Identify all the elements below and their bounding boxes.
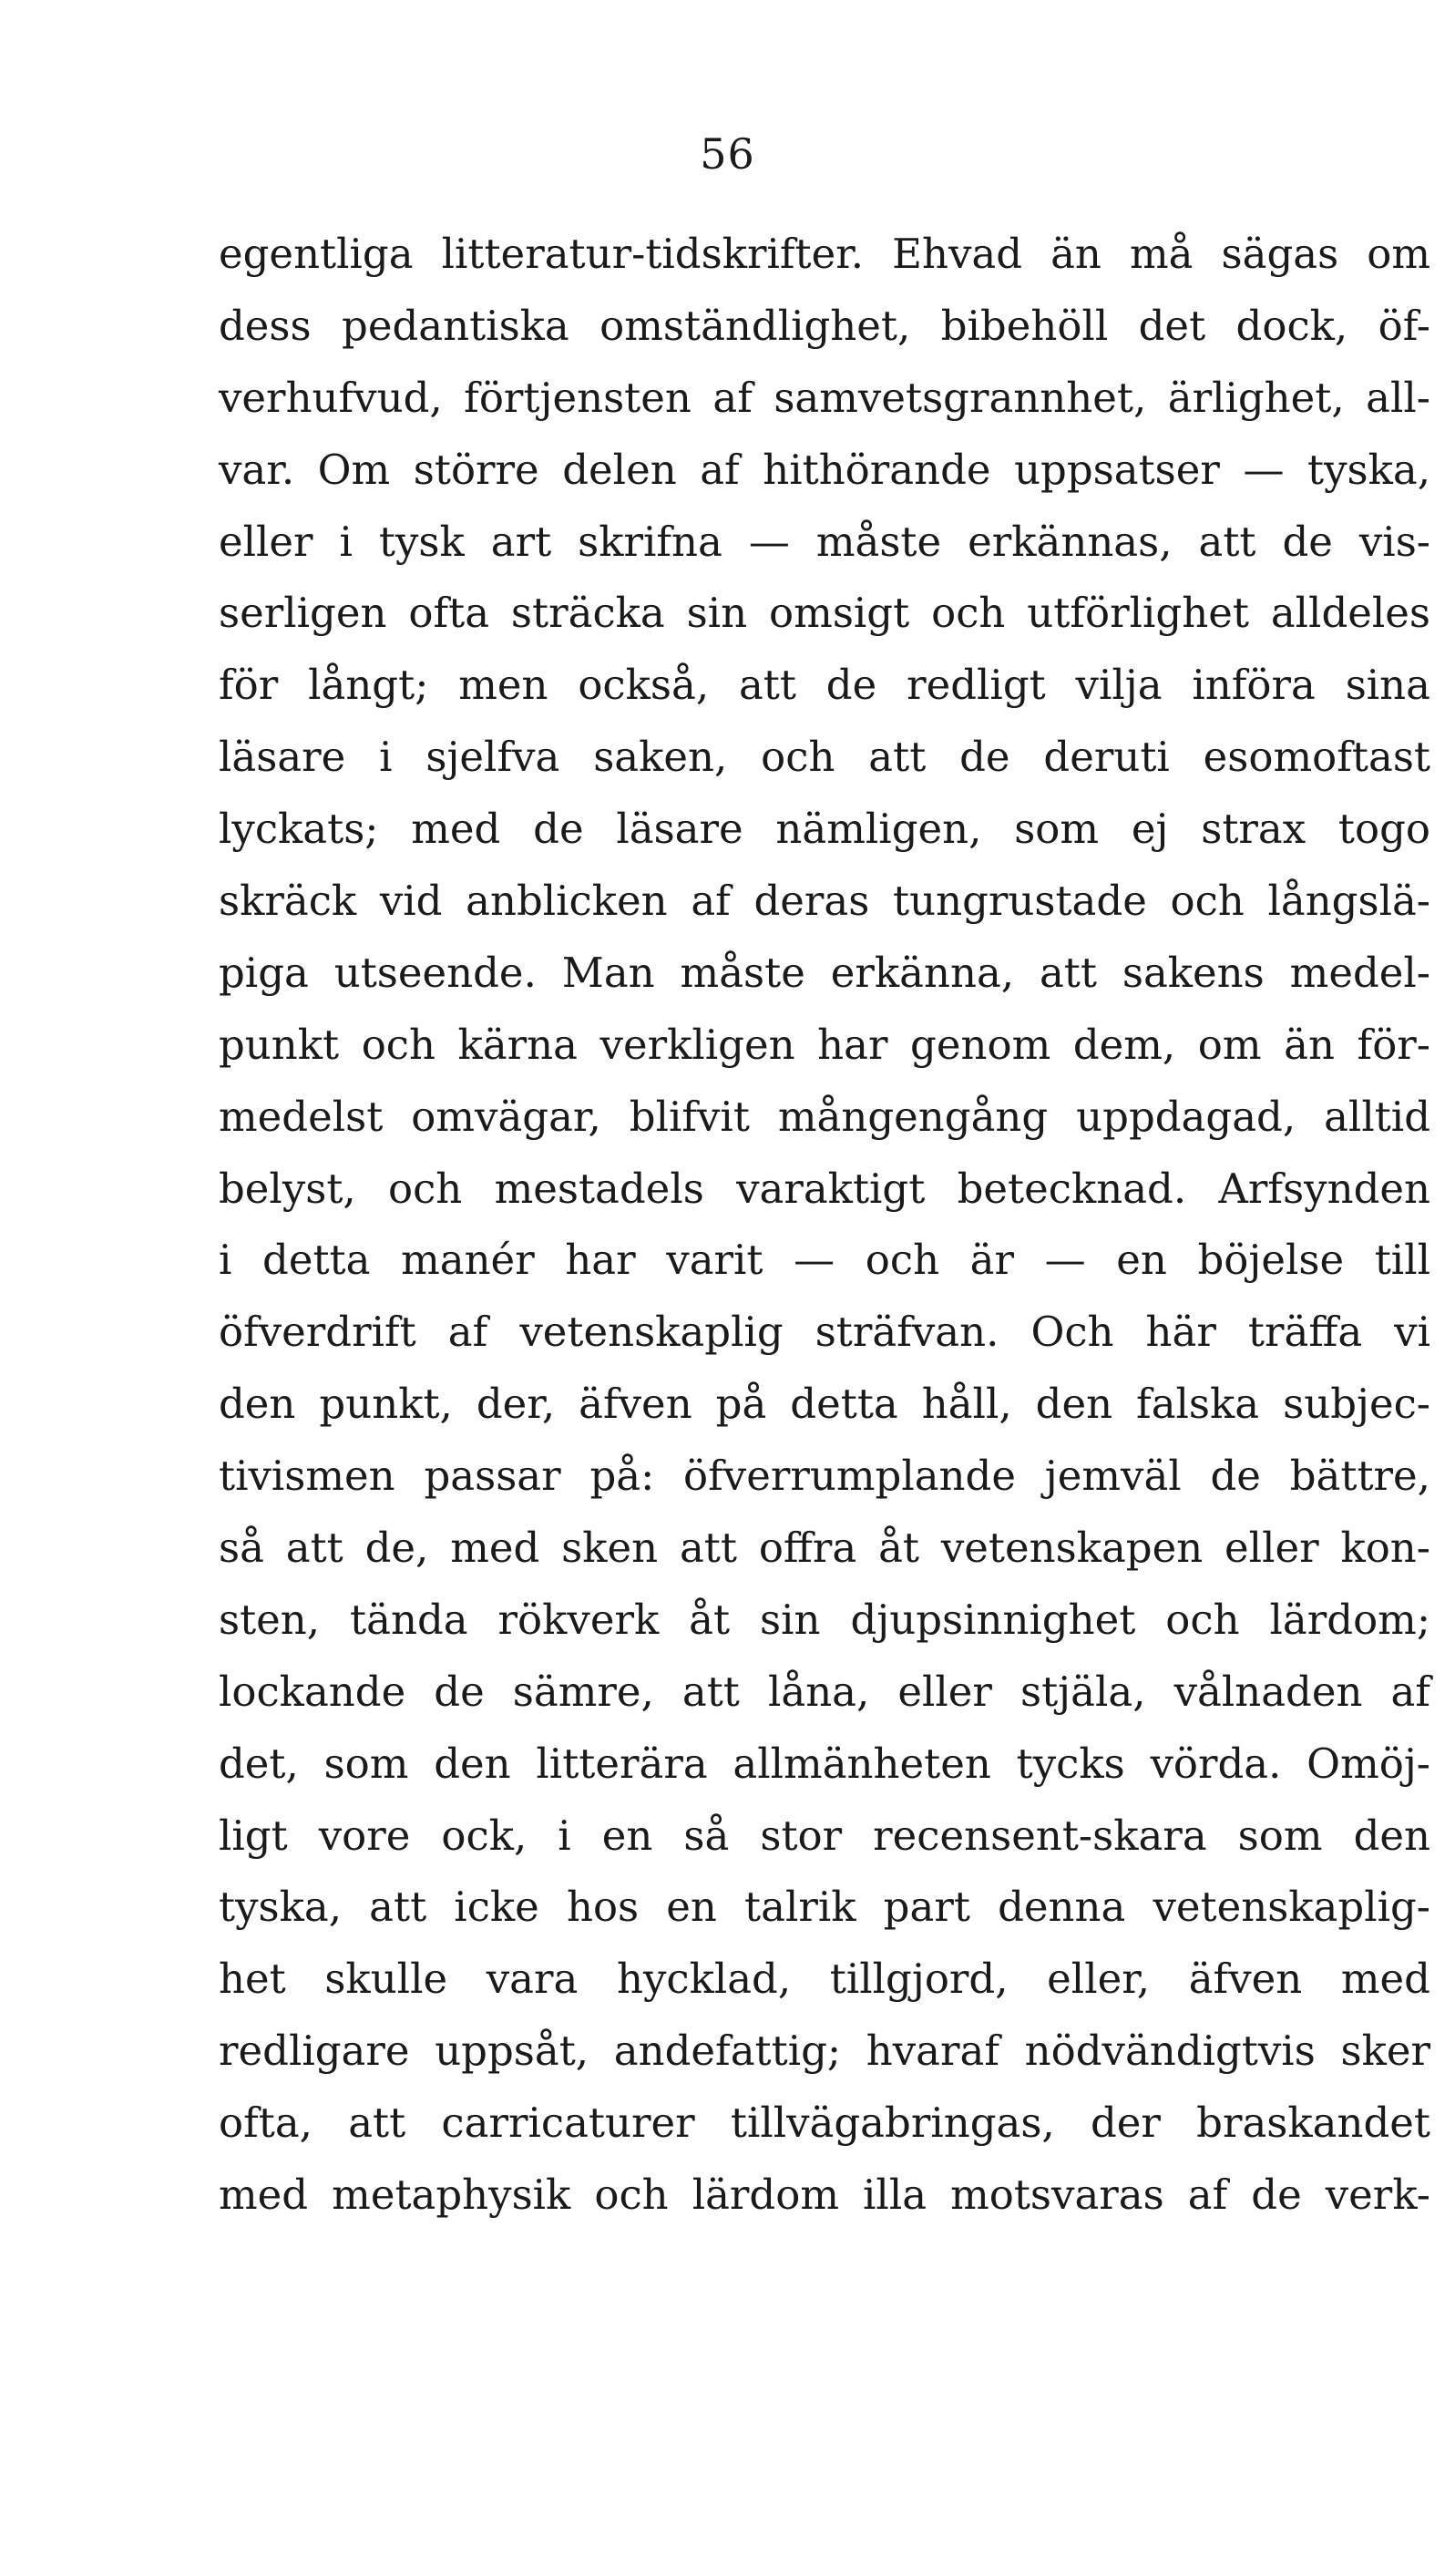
text-line: öfverdrift af vetenskaplig sträfvan. Och här träffa vi bbox=[219, 1308, 1430, 1357]
text-line: sten, tända rökverk åt sin djupsinnighet och lärdom; bbox=[219, 1595, 1430, 1644]
text-line: piga utseende. Man måste erkänna, att sakens medel- bbox=[219, 948, 1430, 997]
text-line: i detta manér har varit — och är — en böjelse till bbox=[219, 1236, 1430, 1285]
text-line: verhufvud, förtjensten af samvetsgrannhet, ärlighet, all- bbox=[219, 373, 1430, 422]
text-line: läsare i sjelfva saken, och att de deruti esomoftast bbox=[219, 733, 1430, 782]
text-line: redligare uppsåt, andefattig; hvaraf nödvändigtvis sker bbox=[219, 2027, 1430, 2076]
text-line: lockande de sämre, att låna, eller stjäla, vålnaden af bbox=[219, 1667, 1430, 1716]
text-line: serligen ofta sträcka sin omsigt och utförlighet alldeles bbox=[219, 589, 1430, 638]
text-line: belyst, och mestadels varaktigt betecknad. Arfsynden bbox=[219, 1164, 1430, 1213]
text-line: så att de, med sken att offra åt vetenskapen eller kon- bbox=[219, 1524, 1430, 1573]
text-line: punkt och kärna verkligen har genom dem, om än för- bbox=[219, 1020, 1430, 1069]
text-line: egentliga litteratur-tidskrifter. Ehvad än må sägas om bbox=[219, 230, 1430, 278]
text-line: var. Om större delen af hithörande uppsatser — tyska, bbox=[219, 445, 1430, 494]
text-line: ofta, att carricaturer tillvägabringas, der braskandet bbox=[219, 2099, 1430, 2148]
page-number: 56 bbox=[700, 129, 755, 179]
text-line: tyska, att icke hos en talrik part denna vetenskaplig- bbox=[219, 1883, 1430, 1932]
body-text bbox=[219, 219, 1430, 2232]
text-line: den punkt, der, äfven på detta håll, den falska subjec- bbox=[219, 1380, 1430, 1429]
text-line: lyckats; med de läsare nämligen, som ej strax togo bbox=[219, 805, 1430, 854]
text-line: tivismen passar på: öfverrumplande jemväl de bättre, bbox=[219, 1452, 1430, 1501]
text-line: ligt vore ock, i en så stor recensent-skara som den bbox=[219, 1811, 1430, 1860]
text-line: skräck vid anblicken af deras tungrustade och långslä- bbox=[219, 877, 1430, 926]
text-line: med metaphysik och lärdom illa motsvaras af de verk- bbox=[219, 2171, 1430, 2220]
text-line: medelst omvägar, blifvit mångengång uppdagad, alltid bbox=[219, 1092, 1430, 1141]
text-line: det, som den litterära allmänheten tycks vörda. Omöj- bbox=[219, 1739, 1430, 1788]
text-line: för långt; men också, att de redligt vilja införa sina bbox=[219, 661, 1430, 710]
text-line: dess pedantiska omständlighet, bibehöll det dock, öf- bbox=[219, 301, 1430, 350]
text-line: het skulle vara hycklad, tillgjord, eller, äfven med bbox=[219, 1955, 1430, 2004]
text-line: eller i tysk art skrifna — måste erkännas, att de vis- bbox=[219, 517, 1430, 566]
